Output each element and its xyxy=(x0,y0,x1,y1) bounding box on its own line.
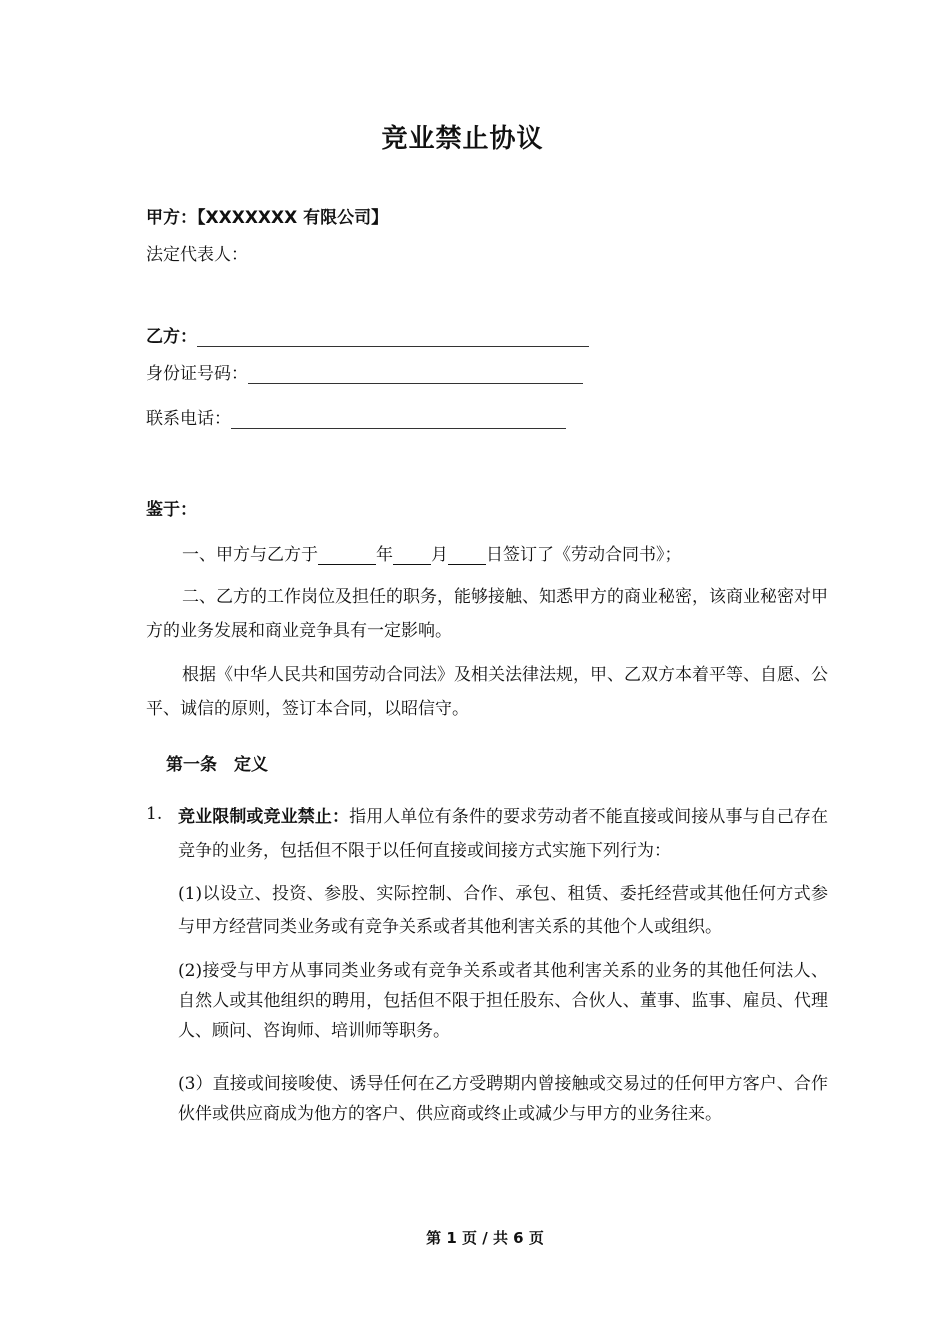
whereas-item-1-suffix: 日签订了《劳动合同书》； xyxy=(486,545,682,565)
sub-item-1: (1)以设立、投资、参股、实际控制、合作、承包、租赁、委托经营或其他任何方式参与甲方经营同类业务或有竞争关系或者其他利害关系的其他个人或组织。 xyxy=(178,884,828,937)
article-1-definition xyxy=(178,800,828,868)
party-b-blank[interactable] xyxy=(197,328,589,347)
phone-blank[interactable] xyxy=(231,410,566,429)
page-footer: 第 1 页 / 共 6 页 xyxy=(426,1229,544,1247)
party-b-line xyxy=(146,322,589,347)
article-1-heading: 第一条 定义 xyxy=(166,755,268,775)
whereas-heading: 鉴于： xyxy=(146,500,197,520)
id-number-blank[interactable] xyxy=(248,365,583,384)
month-label: 月 xyxy=(431,545,448,565)
party-a-label: 甲方： xyxy=(146,208,197,228)
party-a-name: 【XXXXXXX 有限公司】 xyxy=(197,208,389,228)
party-b-label: 乙方： xyxy=(146,327,197,347)
sub-item-3: (3）直接或间接唆使、诱导任何在乙方受聘期内曾接触或交易过的任何甲方客户、合作伙伴或供应商成为他方的客户、供应商或终止或减少与甲方的业务往来。 xyxy=(178,1074,828,1124)
id-number-label: 身份证号码： xyxy=(146,364,248,384)
year-label: 年 xyxy=(376,545,393,565)
phone-line xyxy=(146,404,566,429)
definition-text: 指用人单位有条件的要求劳动者不能直接或间接从事与自己存在竞争的业务，包括但不限于以任何直接或间接方式实施下列行为： xyxy=(178,807,829,861)
year-blank[interactable] xyxy=(318,546,376,565)
id-number-line xyxy=(146,359,583,384)
party-a-line xyxy=(146,203,388,228)
day-blank[interactable] xyxy=(448,546,486,565)
term-competition-restriction: 竞业限制或竞业禁止： xyxy=(178,807,350,827)
whereas-item-1 xyxy=(182,540,682,565)
legal-rep-label: 法定代表人： xyxy=(146,245,248,265)
phone-label: 联系电话： xyxy=(146,409,231,429)
document-title: 竞业禁止协议 xyxy=(381,124,544,154)
sub-item-2: (2)接受与甲方从事同类业务或有竞争关系或者其他利害关系的业务的其他任何法人、自然人或其他组织的聘用，包括但不限于担任股东、合伙人、董事、监事、雇员、代理人、顾问、咨询师、培训师等职务。 xyxy=(178,961,828,1041)
whereas-item-3: 根据《中华人民共和国劳动合同法》及相关法律法规，甲、乙双方本着平等、自愿、公平、诚信的原则，签订本合同，以昭信守。 xyxy=(146,665,828,719)
whereas-item-2: 二、乙方的工作岗位及担任的职务，能够接触、知悉甲方的商业秘密，该商业秘密对甲方的业务发展和商业竞争具有一定影响。 xyxy=(146,587,828,641)
month-blank[interactable] xyxy=(393,546,431,565)
list-number-1: 1. xyxy=(146,804,163,824)
whereas-item-1-prefix: 一、甲方与乙方于 xyxy=(182,545,318,565)
